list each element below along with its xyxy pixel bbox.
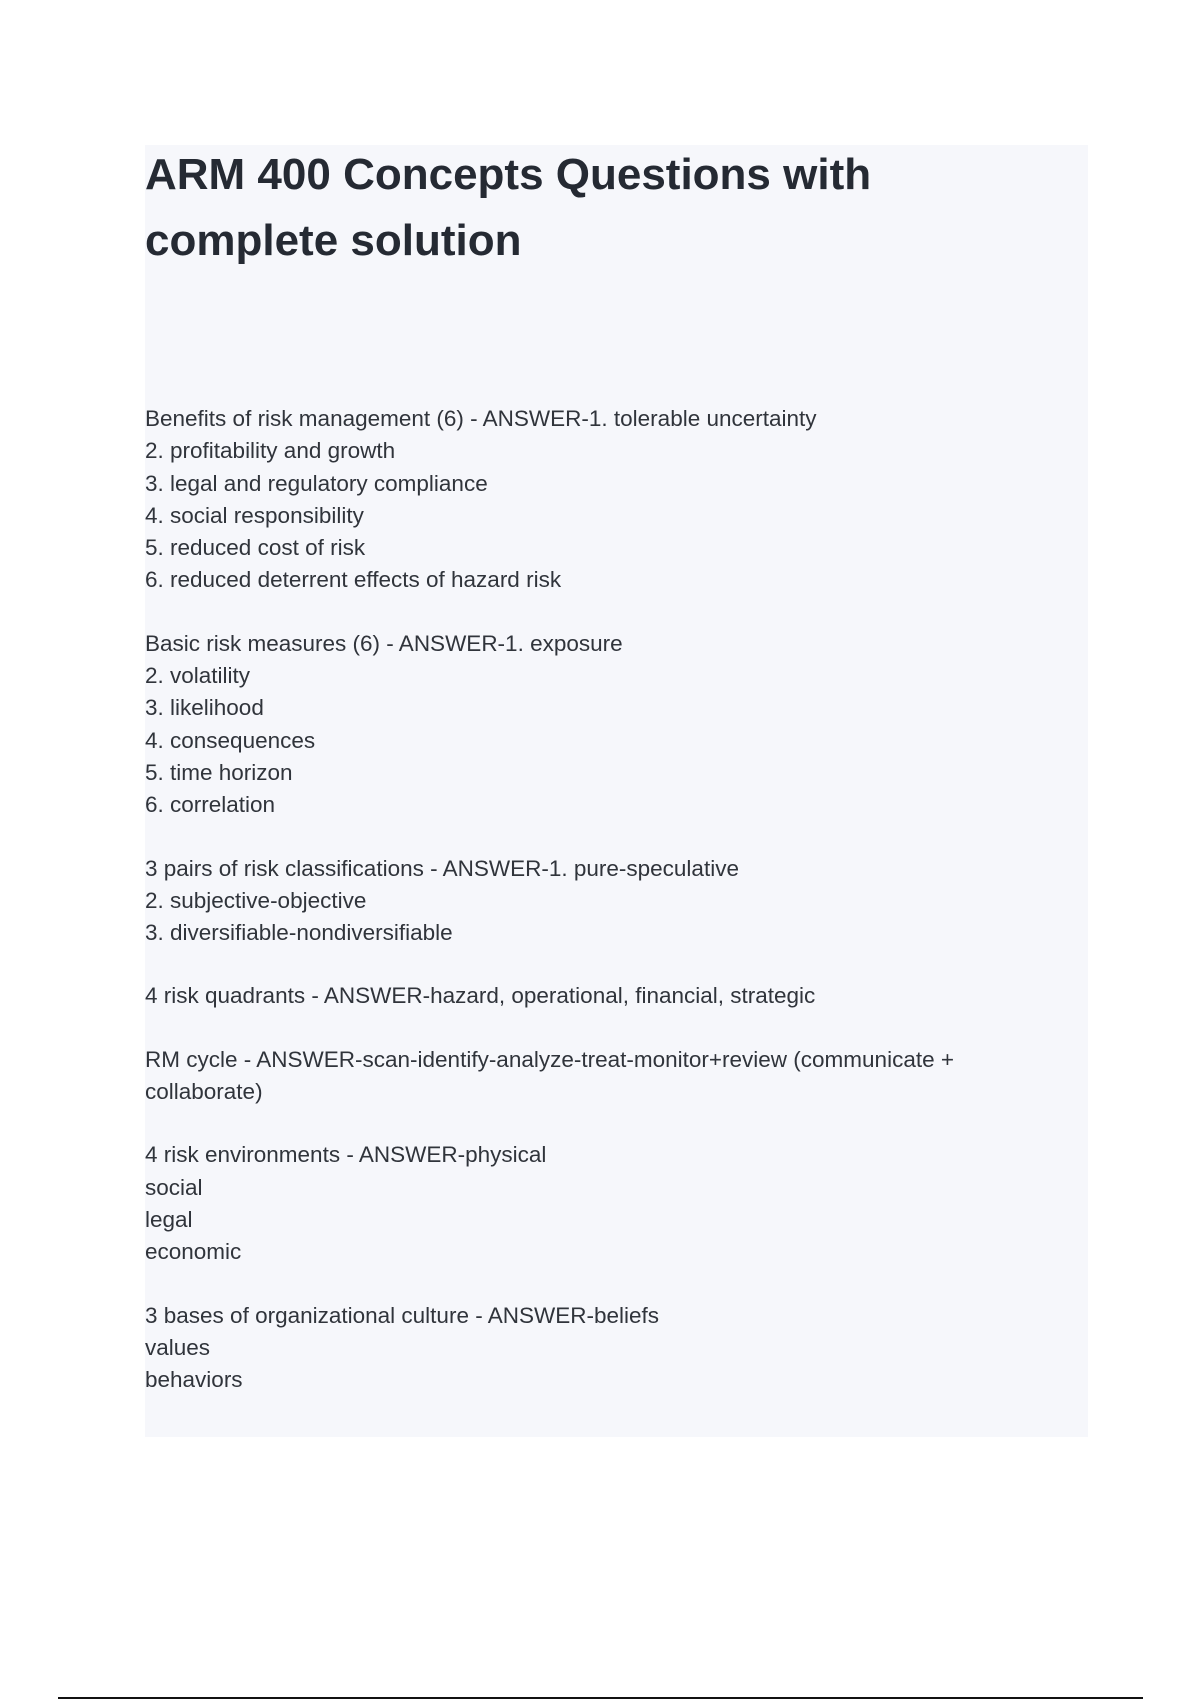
qa-question: 4 risk quadrants - ANSWER-hazard, operational, financial, strategic bbox=[145, 983, 816, 1009]
qa-answer-line: 3. likelihood bbox=[145, 695, 264, 721]
qa-answer-line: 5. time horizon bbox=[145, 759, 293, 785]
qa-answer-line: social bbox=[145, 1174, 203, 1200]
footer-divider bbox=[58, 1697, 1143, 1699]
qa-question: 3 pairs of risk classifications - ANSWER-1. pure-speculative bbox=[145, 855, 739, 881]
qa-question: RM cycle - ANSWER-scan-identify-analyze-treat-monitor+review (communicate + collaborate) bbox=[145, 1046, 954, 1105]
qa-answer-line: legal bbox=[145, 1206, 193, 1232]
qa-answer-line: values bbox=[145, 1334, 211, 1360]
qa-item bbox=[145, 403, 1075, 597]
qa-list bbox=[145, 403, 1075, 1427]
qa-answer-line: 2. profitability and growth bbox=[145, 438, 396, 464]
qa-question: 3 bases of organizational culture - ANSWER-beliefs bbox=[145, 1302, 659, 1328]
qa-item bbox=[145, 1044, 1075, 1109]
qa-item bbox=[145, 1300, 1075, 1397]
qa-question: Basic risk measures (6) - ANSWER-1. exposure bbox=[145, 630, 623, 656]
qa-item bbox=[145, 853, 1075, 950]
qa-answer-line: behaviors bbox=[145, 1367, 243, 1393]
qa-item bbox=[145, 628, 1075, 822]
qa-answer-line: 5. reduced cost of risk bbox=[145, 535, 366, 561]
qa-answer-line: 3. diversifiable-nondiversifiable bbox=[145, 920, 453, 946]
qa-answer-line: 2. volatility bbox=[145, 663, 251, 689]
qa-answer-line: economic bbox=[145, 1239, 242, 1265]
qa-question: 4 risk environments - ANSWER-physical bbox=[145, 1142, 547, 1168]
qa-question: Benefits of risk management (6) - ANSWER-1. tolerable uncertainty bbox=[145, 406, 817, 431]
document-title: ARM 400 Concepts Questions with complete solution bbox=[145, 150, 872, 265]
qa-answer-line: 3. legal and regulatory compliance bbox=[145, 470, 488, 496]
qa-answer-line: 4. consequences bbox=[145, 727, 316, 753]
qa-item bbox=[145, 980, 1075, 1012]
qa-item bbox=[145, 1139, 1075, 1268]
qa-answer-line: 6. correlation bbox=[145, 792, 276, 818]
qa-answer-line: 6. reduced deterrent effects of hazard risk bbox=[145, 567, 562, 593]
qa-answer-line: 2. subjective-objective bbox=[145, 887, 367, 913]
qa-answer-line: 4. social responsibility bbox=[145, 502, 364, 528]
